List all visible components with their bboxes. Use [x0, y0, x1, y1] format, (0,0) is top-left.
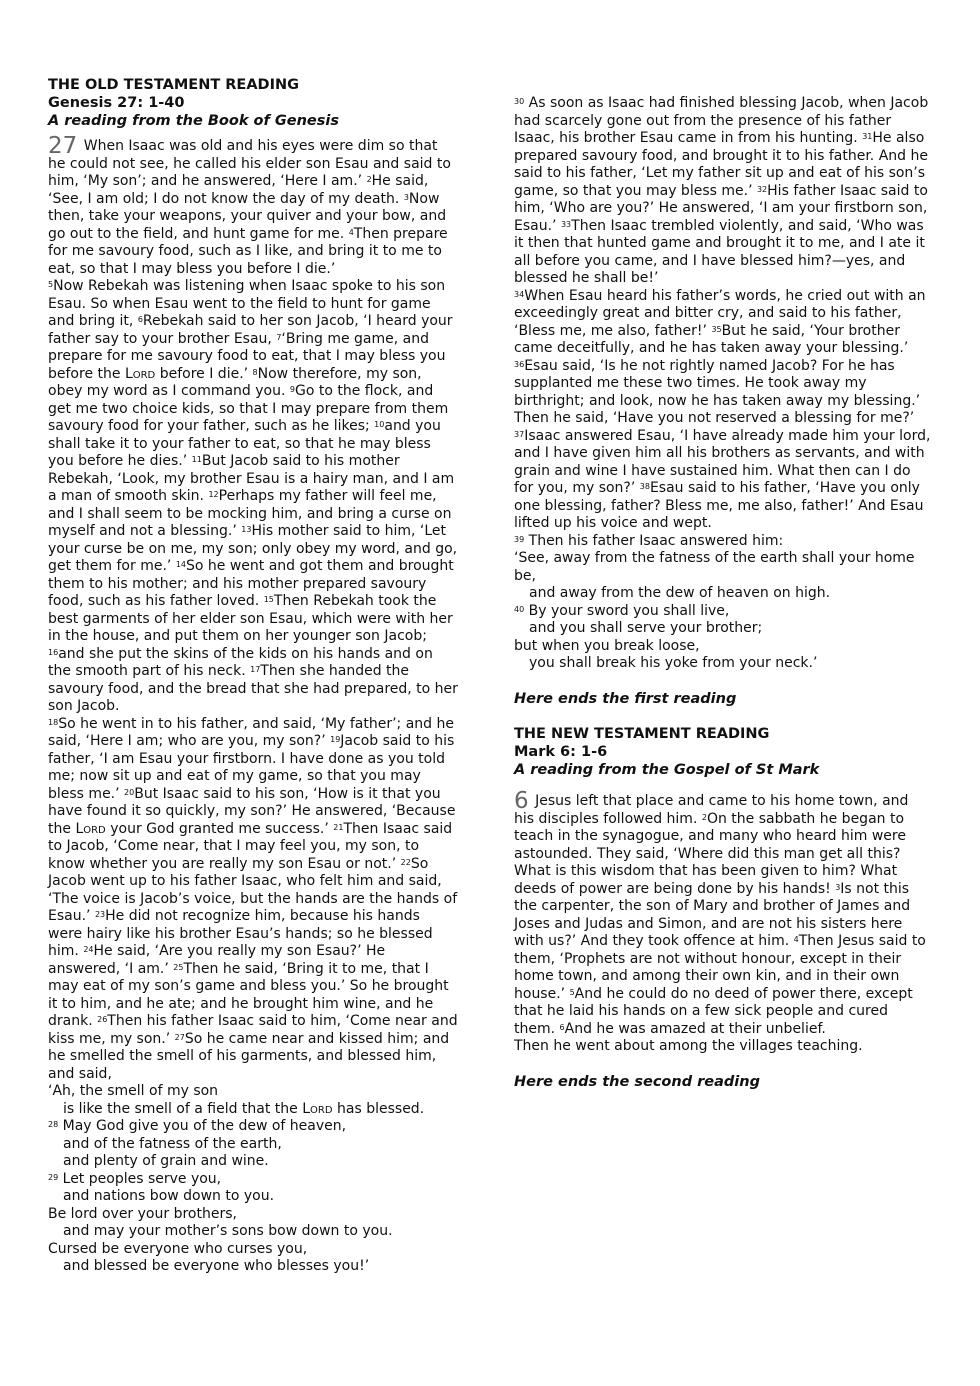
- verse-number: 15: [263, 595, 274, 604]
- nt-verse-5: And he could do no deed of power there, except that he laid his hands on a few sick people and cured them.: [514, 985, 913, 1037]
- lord-smallcaps: Lord: [75, 820, 106, 837]
- verse-35: But he said, ‘Your brother came deceitfully, and he has taken away your blessing.’: [514, 322, 909, 356]
- nt-intro: A reading from the Gospel of St Mark: [514, 762, 820, 778]
- verse-number: 13: [241, 525, 252, 534]
- poem-line: and plenty of grain and wine.: [63, 1153, 269, 1169]
- verse-number: 8: [252, 367, 258, 377]
- verse-number: 4: [348, 227, 354, 237]
- verse-33: Then Isaac trembled violently, and said, ‘Who was it then that hunted game and brought it to me, and I ate it all before you came, and I have blessed him?—yes, and blessed he shall be!’: [514, 217, 925, 286]
- verse-38: Esau said to his father, ‘Have you only one blessing, father? Bless me, me also, father!’ And Esau lifted up his voice and wept.: [514, 480, 924, 531]
- poem-text: May God give you of the dew of heaven,: [62, 1118, 347, 1134]
- ot-heading: THE OLD TESTAMENT READING: [48, 77, 300, 93]
- verse-31: He also prepared savoury food, and brought it to his father. And he said to his father, ‘Let my father sit up and eat of his son’s game, so that you may bless me.’: [514, 130, 928, 199]
- verse-number: 39: [514, 534, 525, 544]
- verse-11: But Jacob said to his mother Rebekah, ‘Look, my brother Esau is a hairy man, and I am a man of smooth skin.: [48, 453, 455, 504]
- verse-number: 19: [330, 735, 341, 744]
- nt-verse-2: On the sabbath he began to teach in the synagogue, and many who heard him were astounded. They said, ‘Where did this man get all this? What is this wisdom that has been given to him? What deeds of power are being done by his hands!: [514, 810, 906, 897]
- ot-poem-2: [514, 550, 932, 673]
- verse-7a: ‘Bring me game, and prepare for me savoury food to eat, that I may bless you before the: [48, 330, 446, 382]
- chapter-number: 27: [48, 133, 78, 159]
- poem-line: and nations bow down to you.: [63, 1188, 275, 1204]
- verse-number: 36: [514, 359, 525, 369]
- verse-1: When Isaac was old and his eyes were dim so that he could not see, he called his elder son Esau and said to him, ‘My son’; and he answered, ‘Here I am.’: [48, 138, 451, 189]
- nt-verse-1: Jesus left that place and came to his home town, and his disciples followed him.: [514, 793, 909, 827]
- verse-16: and she put the skins of the kids on his hands and on the smooth part of his neck.: [48, 645, 433, 679]
- verse-number: 28: [48, 1120, 59, 1129]
- verse-18: So he went in to his father, and said, ‘My father’; and he said, ‘Here I am; who are you, my son?’: [48, 715, 455, 749]
- poem-text: is like the smell of a field that the: [63, 1100, 298, 1117]
- verse-number: 25: [173, 962, 184, 972]
- verse-21: Then Isaac said to Jacob, ‘Come near, that I may feel you, my son, to know whether you are really my son Esau or not.’: [48, 820, 453, 872]
- verse-14: So he went and got them and brought them to his mother; and his mother prepared savoury food, such as his father loved.: [48, 558, 454, 609]
- poem-line: ‘Ah, the smell of my son: [48, 1083, 219, 1099]
- poem-line: and away from the dew of heaven on high.: [529, 585, 831, 601]
- poem-line: [48, 1118, 458, 1136]
- verse-37: Isaac answered Esau, ‘I have already made him your lord, and I have given him all his brothers as servants, and with grain and wine I have sustained him. What then can I do for you, my son?’: [514, 427, 931, 496]
- verse-4: Then prepare for me savoury food, such as I like, and bring it to me to eat, so that I may bless you before I die.’: [48, 225, 448, 277]
- ot-paragraph-1: [48, 133, 458, 278]
- verse-number: 34: [514, 289, 525, 299]
- ot-intro: A reading from the Book of Genesis: [48, 113, 339, 129]
- verse-22: So Jacob went up to his father Isaac, who felt him and said, ‘The voice is Jacob’s voice, but the hands are the hands of Esau.’: [48, 855, 458, 924]
- verse-number: 7: [276, 332, 282, 342]
- verse-number: 16: [48, 647, 59, 657]
- ot-paragraph-6: [514, 533, 932, 551]
- nt-paragraph-1: [514, 788, 932, 1038]
- verse-3: Now then, take your weapons, your quiver and your bow, and go out to the field, and hunt game for me.: [48, 190, 447, 242]
- ot-paragraph-5: [514, 288, 932, 533]
- poem-line: Cursed be everyone who curses you,: [48, 1240, 308, 1257]
- verse-20b: your God granted me success.’: [110, 820, 329, 837]
- verse-8: Now therefore, my son, obey my word as I command you.: [48, 365, 422, 399]
- ot-poem: [48, 1083, 458, 1276]
- left-column: [48, 76, 458, 1276]
- verse-number: 6: [559, 1022, 565, 1032]
- verse-number: 40: [514, 604, 525, 614]
- verse-number: 31: [862, 132, 873, 141]
- nt-heading: THE NEW TESTAMENT READING: [514, 726, 770, 742]
- chapter-number: 6: [514, 788, 529, 814]
- verse-number: 2: [701, 812, 707, 822]
- poem-text: By your sword you shall live,: [528, 602, 730, 619]
- verse-number: 21: [333, 822, 344, 832]
- ot-paragraph-2: [48, 278, 458, 716]
- verse-number: 4: [793, 935, 799, 944]
- poem-line: [48, 1171, 458, 1189]
- verse-23: He did not recognize him, because his hands were hairy like his brother Esau’s hands; so he blessed him.: [48, 908, 433, 959]
- verse-number: 18: [48, 717, 59, 727]
- right-column: [514, 95, 932, 1091]
- lord-smallcaps: Lord: [124, 365, 156, 382]
- nt-verse-4: Then Jesus said to them, ‘Prophets are not without honour, except in their home town, and among their own kin, and in their own house.’: [514, 933, 926, 1002]
- verse-34: When Esau heard his father’s words, he cried out with an exceedingly great and bitter cry, and said to his father, ‘Bless me, me also, father!’: [514, 287, 926, 339]
- verse-number: 23: [94, 910, 106, 919]
- verse-number: 20: [124, 787, 135, 797]
- verse-36: Esau said, ‘Is he not rightly named Jacob? For he has supplanted me these two times. He took away my birthright; and look, now he has taken away my blessing.’ Then he said, ‘Have you not reserved a blessing for me?’: [514, 357, 921, 426]
- nt-verse-3: Is not this the carpenter, the son of Mary and brother of James and Joses and Judas and Simon, and are not his sisters here with us?’ And they took offence at him.: [514, 880, 911, 949]
- poem-line: [48, 1101, 458, 1119]
- nt-ending: Here ends the second reading: [514, 1073, 760, 1090]
- verse-number: 3: [403, 192, 409, 202]
- verse-number: 11: [191, 455, 202, 464]
- poem-line: Be lord over your brothers,: [48, 1205, 237, 1222]
- nt-paragraph-2: Then he went about among the villages teaching.: [514, 1038, 863, 1054]
- verse-32: His father Isaac said to him, ‘Who are you?’ He answered, ‘I am your firstborn son, Esau.’: [514, 182, 928, 234]
- verse-number: 24: [83, 945, 94, 954]
- verse-13: His mother said to him, ‘Let your curse be on me, my son; only obey my word, and go, get them for me.’: [48, 523, 458, 574]
- poem-line: and of the fatness of the earth,: [63, 1135, 282, 1152]
- verse-24: He said, ‘Are you really my son Esau?’ He answered, ‘I am.’: [48, 943, 386, 977]
- poem-line: but when you break loose,: [514, 637, 700, 654]
- verse-number: 32: [756, 184, 768, 194]
- verse-number: 22: [400, 857, 411, 867]
- lord-smallcaps: Lord: [302, 1100, 333, 1117]
- verse-15: Then Rebekah took the best garments of her elder son Esau, which were with her in the house, and put them on her younger son Jacob;: [48, 593, 453, 644]
- verse-number: 38: [639, 482, 650, 491]
- poem-line: and blessed be everyone who blesses you!’: [63, 1258, 370, 1274]
- verse-6: Rebekah said to her son Jacob, ‘I heard your father say to your brother Esau,: [48, 313, 453, 347]
- verse-30: As soon as Isaac had finished blessing Jacob, when Jacob had scarcely gone out from the presence of his father Isaac, his brother Esau came in from his hunting.: [514, 95, 929, 146]
- verse-number: 14: [175, 560, 186, 569]
- verse-2: He said, ‘See, I am old; I do not know the day of my death.: [48, 173, 429, 207]
- verse-number: 5: [569, 987, 575, 997]
- verse-number: 27: [174, 1032, 185, 1042]
- verse-39: Then his father Isaac answered him:: [528, 532, 784, 549]
- verse-number: 10: [374, 420, 385, 429]
- poem-line: ‘See, away from the fatness of the earth shall your home be,: [514, 550, 915, 584]
- verse-26: Then his father Isaac said to him, ‘Come near and kiss me, my son.’: [48, 1013, 458, 1047]
- verse-number: 33: [560, 219, 572, 229]
- poem-line: and may your mother’s sons bow down to you.: [63, 1223, 393, 1239]
- poem-text: has blessed.: [337, 1100, 425, 1117]
- verse-number: 2: [366, 175, 372, 184]
- verse-27: So he came near and kissed him; and he smelled the smell of his garments, and blessed him, and said,: [48, 1030, 450, 1082]
- verse-number: 30: [514, 97, 525, 106]
- verse-19: Jacob said to his father, ‘I am Esau your firstborn. I have done as you told me; now sit up and eat of my game, so that you may bless me.’: [48, 733, 455, 802]
- poem-line: and you shall serve your brother;: [529, 620, 763, 636]
- verse-number: 37: [514, 429, 525, 439]
- verse-number: 6: [137, 315, 143, 324]
- poem-text: Let peoples serve you,: [62, 1170, 222, 1187]
- verse-25: Then he said, ‘Bring it to me, that I may eat of my son’s game and bless you.’ So he brought it to him, and he ate; and he brought him wine, and he drank.: [48, 960, 449, 1029]
- verse-number: 5: [48, 280, 54, 289]
- verse-9: Go to the flock, and get me two choice kids, so that I may prepare from them savoury food for your father, such as he likes;: [48, 383, 449, 434]
- verse-number: 29: [48, 1172, 59, 1182]
- verse-20a: But Isaac said to his son, ‘How is it that you have found it so quickly, my son?’ He answered, ‘Because the: [48, 785, 456, 837]
- verse-number: 26: [97, 1015, 108, 1024]
- verse-number: 35: [711, 324, 722, 334]
- poem-line: you shall break his yoke from your neck.’: [529, 655, 818, 671]
- ot-reference: Genesis 27: 1-40: [48, 95, 185, 111]
- verse-12: Perhaps my father will feel me, and I shall seem to be mocking him, and bring a curse on myself and not a blessing.’: [48, 488, 452, 539]
- verse-10: and you shall take it to your father to eat, so that he may bless you before he dies.’: [48, 418, 441, 469]
- ot-paragraph-3: [48, 716, 458, 1084]
- verse-7b: before I die.’: [159, 365, 249, 382]
- ot-paragraph-4: [514, 95, 932, 288]
- poem-line: [514, 603, 932, 621]
- ot-ending: Here ends the first reading: [514, 690, 737, 707]
- verse-number: 17: [250, 665, 261, 674]
- verse-number: 3: [835, 882, 841, 892]
- verse-number: 9: [289, 385, 295, 394]
- verse-number: 12: [208, 490, 219, 499]
- verse-5: Now Rebekah was listening when Isaac spoke to his son Esau. So when Esau went to the field to hunt for game and bring it,: [48, 278, 446, 329]
- verse-17: Then she handed the savoury food, and the bread that she had prepared, to her son Jacob.: [48, 663, 458, 714]
- nt-reference: Mark 6: 1-6: [514, 744, 608, 760]
- nt-verse-6a: And he was amazed at their unbelief.: [564, 1020, 826, 1037]
